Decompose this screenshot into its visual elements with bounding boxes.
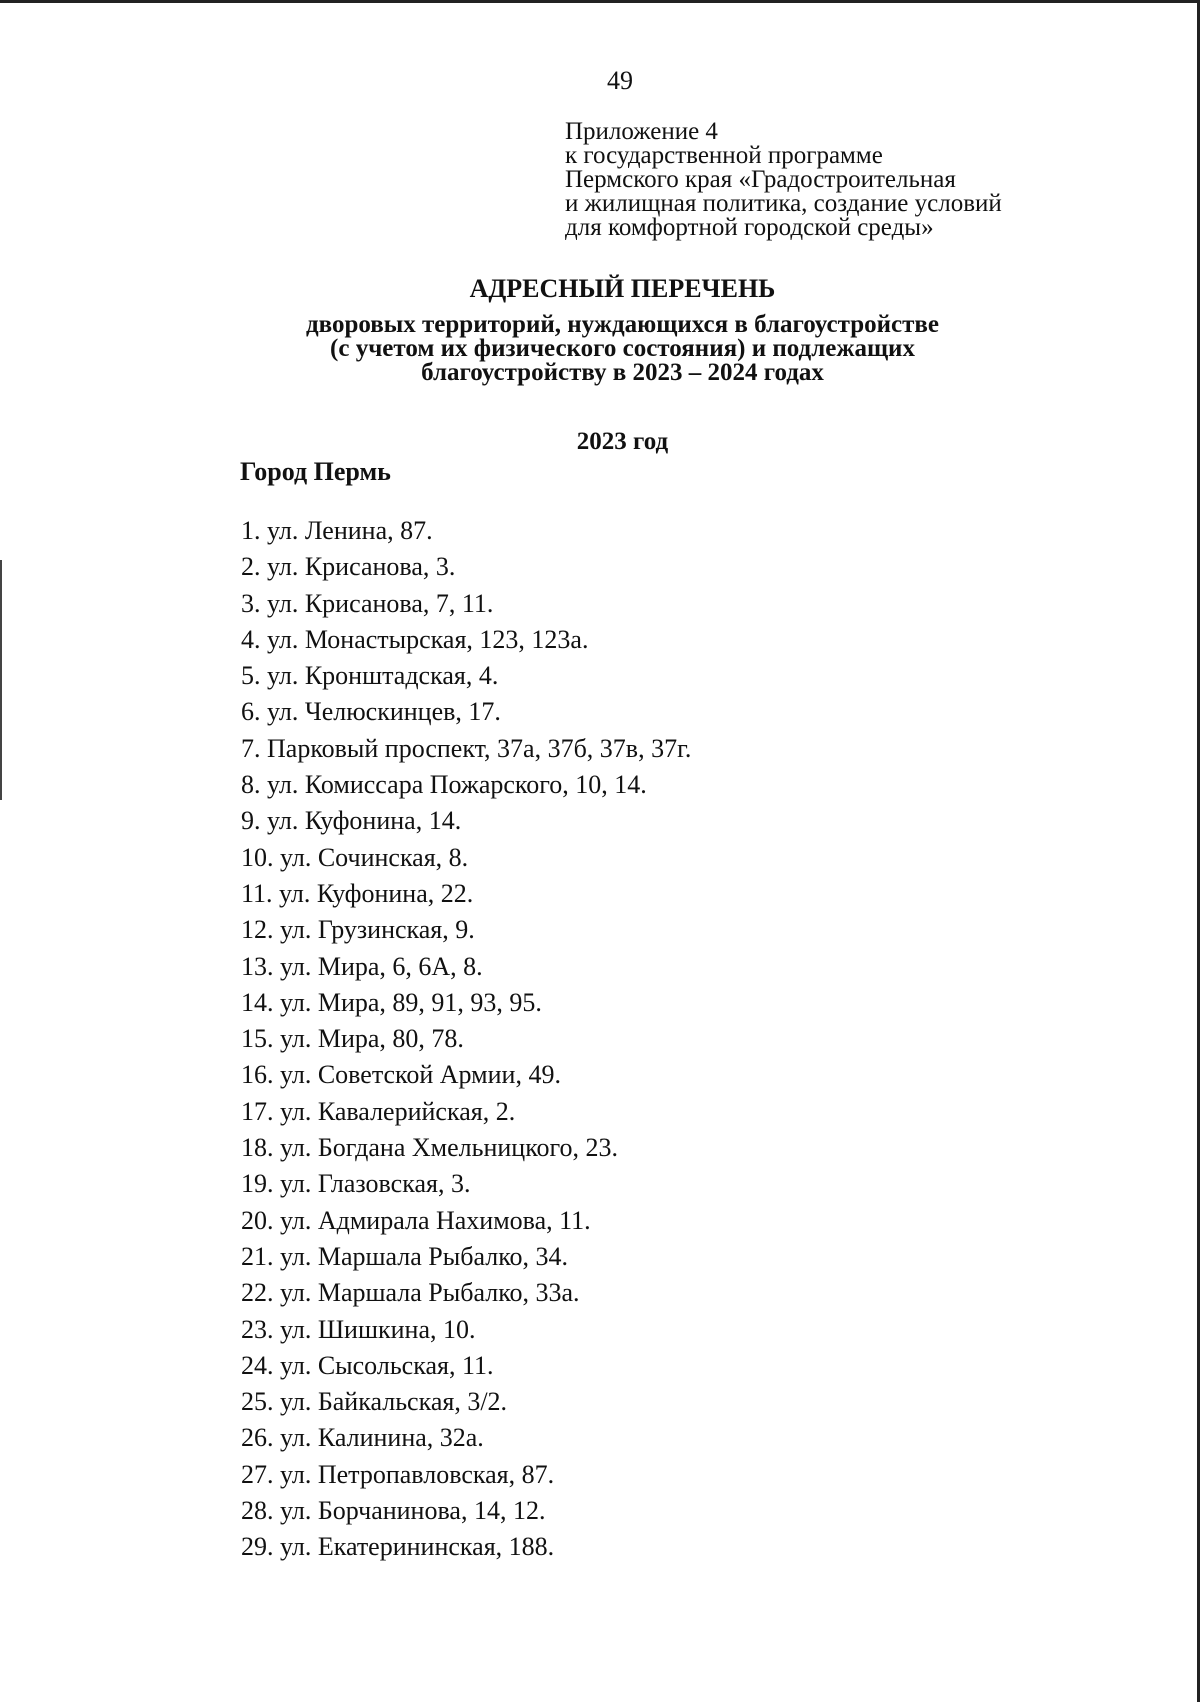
address-item: 20. ул. Адмирала Нахимова, 11. (241, 1205, 591, 1235)
address-item: 28. ул. Борчанинова, 14, 12. (241, 1496, 546, 1526)
page-number: 49 (607, 66, 633, 95)
address-item: 29. ул. Екатерининская, 188. (241, 1532, 555, 1562)
address-item: 10. ул. Сочинская, 8. (241, 842, 469, 872)
address-item: 27. ул. Петропавловская, 87. (241, 1459, 555, 1489)
city-heading: Город Пермь (240, 457, 391, 486)
address-item: 19. ул. Глазовская, 3. (241, 1169, 471, 1199)
document-subtitle (0, 313, 1200, 385)
scan-edge-left (0, 560, 2, 800)
appendix-note (565, 120, 1002, 240)
document-title: АДРЕСНЫЙ ПЕРЕЧЕНЬ (469, 274, 776, 303)
address-item: 23. ул. Шишкина, 10. (241, 1314, 476, 1344)
appendix-line: Пермского края «Градостроительная (565, 166, 956, 193)
appendix-line: для комфортной городской среды» (565, 214, 934, 241)
appendix-line: Приложение 4 (565, 118, 718, 145)
subtitle-line: благоустройству в 2023 – 2024 годах (421, 359, 824, 386)
address-item: 2. ул. Крисанова, 3. (241, 552, 456, 582)
address-item: 21. ул. Маршала Рыбалко, 34. (241, 1241, 569, 1271)
address-item: 7. Парковый проспект, 37а, 37б, 37в, 37г. (241, 733, 692, 763)
address-item: 8. ул. Комиссара Пожарского, 10, 14. (241, 770, 647, 800)
address-list (241, 513, 691, 1566)
address-item: 12. ул. Грузинская, 9. (241, 915, 475, 945)
address-item: 24. ул. Сысольская, 11. (241, 1350, 494, 1380)
address-item: 17. ул. Кавалерийская, 2. (241, 1096, 516, 1126)
address-item: 18. ул. Богдана Хмельницкого, 23. (241, 1133, 619, 1163)
address-item: 3. ул. Крисанова, 7, 11. (241, 588, 494, 618)
address-item: 9. ул. Куфонина, 14. (241, 806, 462, 836)
address-item: 14. ул. Мира, 89, 91, 93, 95. (241, 987, 542, 1017)
address-item: 5. ул. Кронштадская, 4. (241, 661, 499, 691)
address-item: 22. ул. Маршала Рыбалко, 33а. (241, 1278, 580, 1308)
address-item: 15. ул. Мира, 80, 78. (241, 1024, 464, 1054)
year-heading: 2023 год (576, 428, 669, 455)
address-item: 1. ул. Ленина, 87. (241, 516, 433, 545)
appendix-line: к государственной программе (565, 142, 883, 169)
address-item: 16. ул. Советской Армии, 49. (241, 1060, 561, 1090)
address-item: 11. ул. Куфонина, 22. (241, 878, 474, 908)
address-item: 4. ул. Монастырская, 123, 123а. (241, 624, 589, 654)
address-item: 26. ул. Калинина, 32а. (241, 1423, 484, 1453)
appendix-line: и жилищная политика, создание условий (565, 190, 1002, 217)
subtitle-line: (с учетом их физического состояния) и подлежащих (330, 335, 915, 362)
address-item: 25. ул. Байкальская, 3/2. (241, 1387, 508, 1417)
address-item: 6. ул. Челюскинцев, 17. (241, 697, 501, 727)
subtitle-line: дворовых территорий, нуждающихся в благоустройстве (305, 311, 940, 338)
address-item: 13. ул. Мира, 6, 6А, 8. (241, 951, 483, 981)
scan-edge-top (0, 0, 1200, 3)
